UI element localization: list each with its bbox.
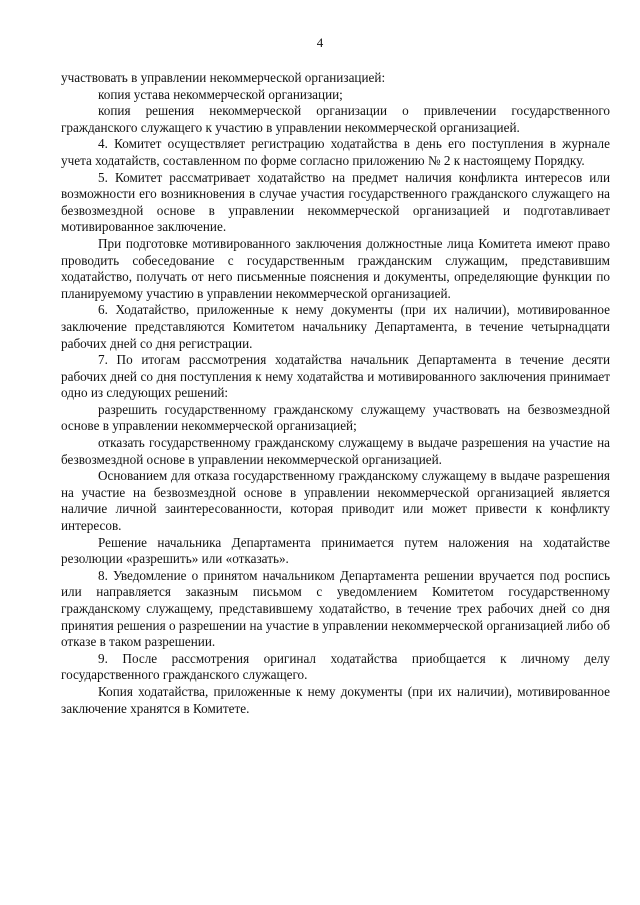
paragraph: Копия ходатайства, приложенные к нему документы (при их наличии), мотивированное заключение хранятся в Комитете. [61,683,610,716]
paragraph: 5. Комитет рассматривает ходатайство на предмет наличия конфликта интересов или возможности его возникновения в случае участия государственного гражданского служащего на безвозмездной основе в управлении некоммерческой организацией и подготавливает мотивированное заключение. [61,169,610,235]
paragraph: копия устава некоммерческой организации; [98,86,343,102]
paragraph: При подготовке мотивированного заключения должностные лица Комитета имеют право проводить собеседование с государственным гражданским служащим, представившим ходатайство, получать от него письменные пояснения и документы, определяющие функции по планируемому участию в управлении некоммерческой организацией. [61,235,610,301]
paragraph: копия решения некоммерческой организации о привлечении государственного гражданского служащего к участию в управлении некоммерческой организацией. [61,103,610,135]
paragraph: 6. Ходатайство, приложенные к нему документы (при их наличии), мотивированное заключение представляются Комитетом начальнику Департамента, в течение четырнадцати рабочих дней со дня регистрации. [61,302,610,351]
paragraph: Решение начальника Департамента принимается путем наложения на ходатайстве резолюции «разрешить» или «отказать». [61,534,610,567]
paragraph: 9. После рассмотрения оригинал ходатайства приобщается к личному делу государственного гражданского служащего. [61,650,610,683]
paragraph: 8. Уведомление о принятом начальником Департамента решении вручается под роспись или направляется заказным письмом с уведомлением Комитетом государственному гражданскому служащему, представившему ходатайство, в течение трех рабочих дней со дня принятия решения о разрешении на участие в управлении некоммерческой организацией либо об отказе в таком разрешении. [61,567,610,650]
paragraph: Основанием для отказа государственному гражданскому служащему в выдаче разрешения на участие на безвозмездной основе в управлении некоммерческой организацией является наличие личной заинтересованности, которая приводит или может привести к конфликту интересов. [61,468,610,534]
paragraph: разрешить государственному гражданскому служащему участвовать на безвозмездной основе в управлении некоммерческой организацией; [61,401,610,434]
paragraph: 4. Комитет осуществляет регистрацию ходатайства в день его поступления в журнале учета ходатайств, составленном по форме согласно приложению № 2 к настоящему Порядку. [61,136,610,168]
page-number: 4 [316,35,324,50]
paragraph: отказать государственному гражданскому служащему в выдаче разрешения на участие на безвозмездной основе в управлении некоммерческой организацией. [61,435,610,467]
document-body [61,70,610,717]
paragraph: участвовать в управлении некоммерческой организацией: [61,70,386,85]
paragraph: 7. По итогам рассмотрения ходатайства начальник Департамента в течение десяти рабочих дней со дня поступления к нему ходатайства и мотивированного заключения принимает одно из следующих решений: [61,352,610,401]
